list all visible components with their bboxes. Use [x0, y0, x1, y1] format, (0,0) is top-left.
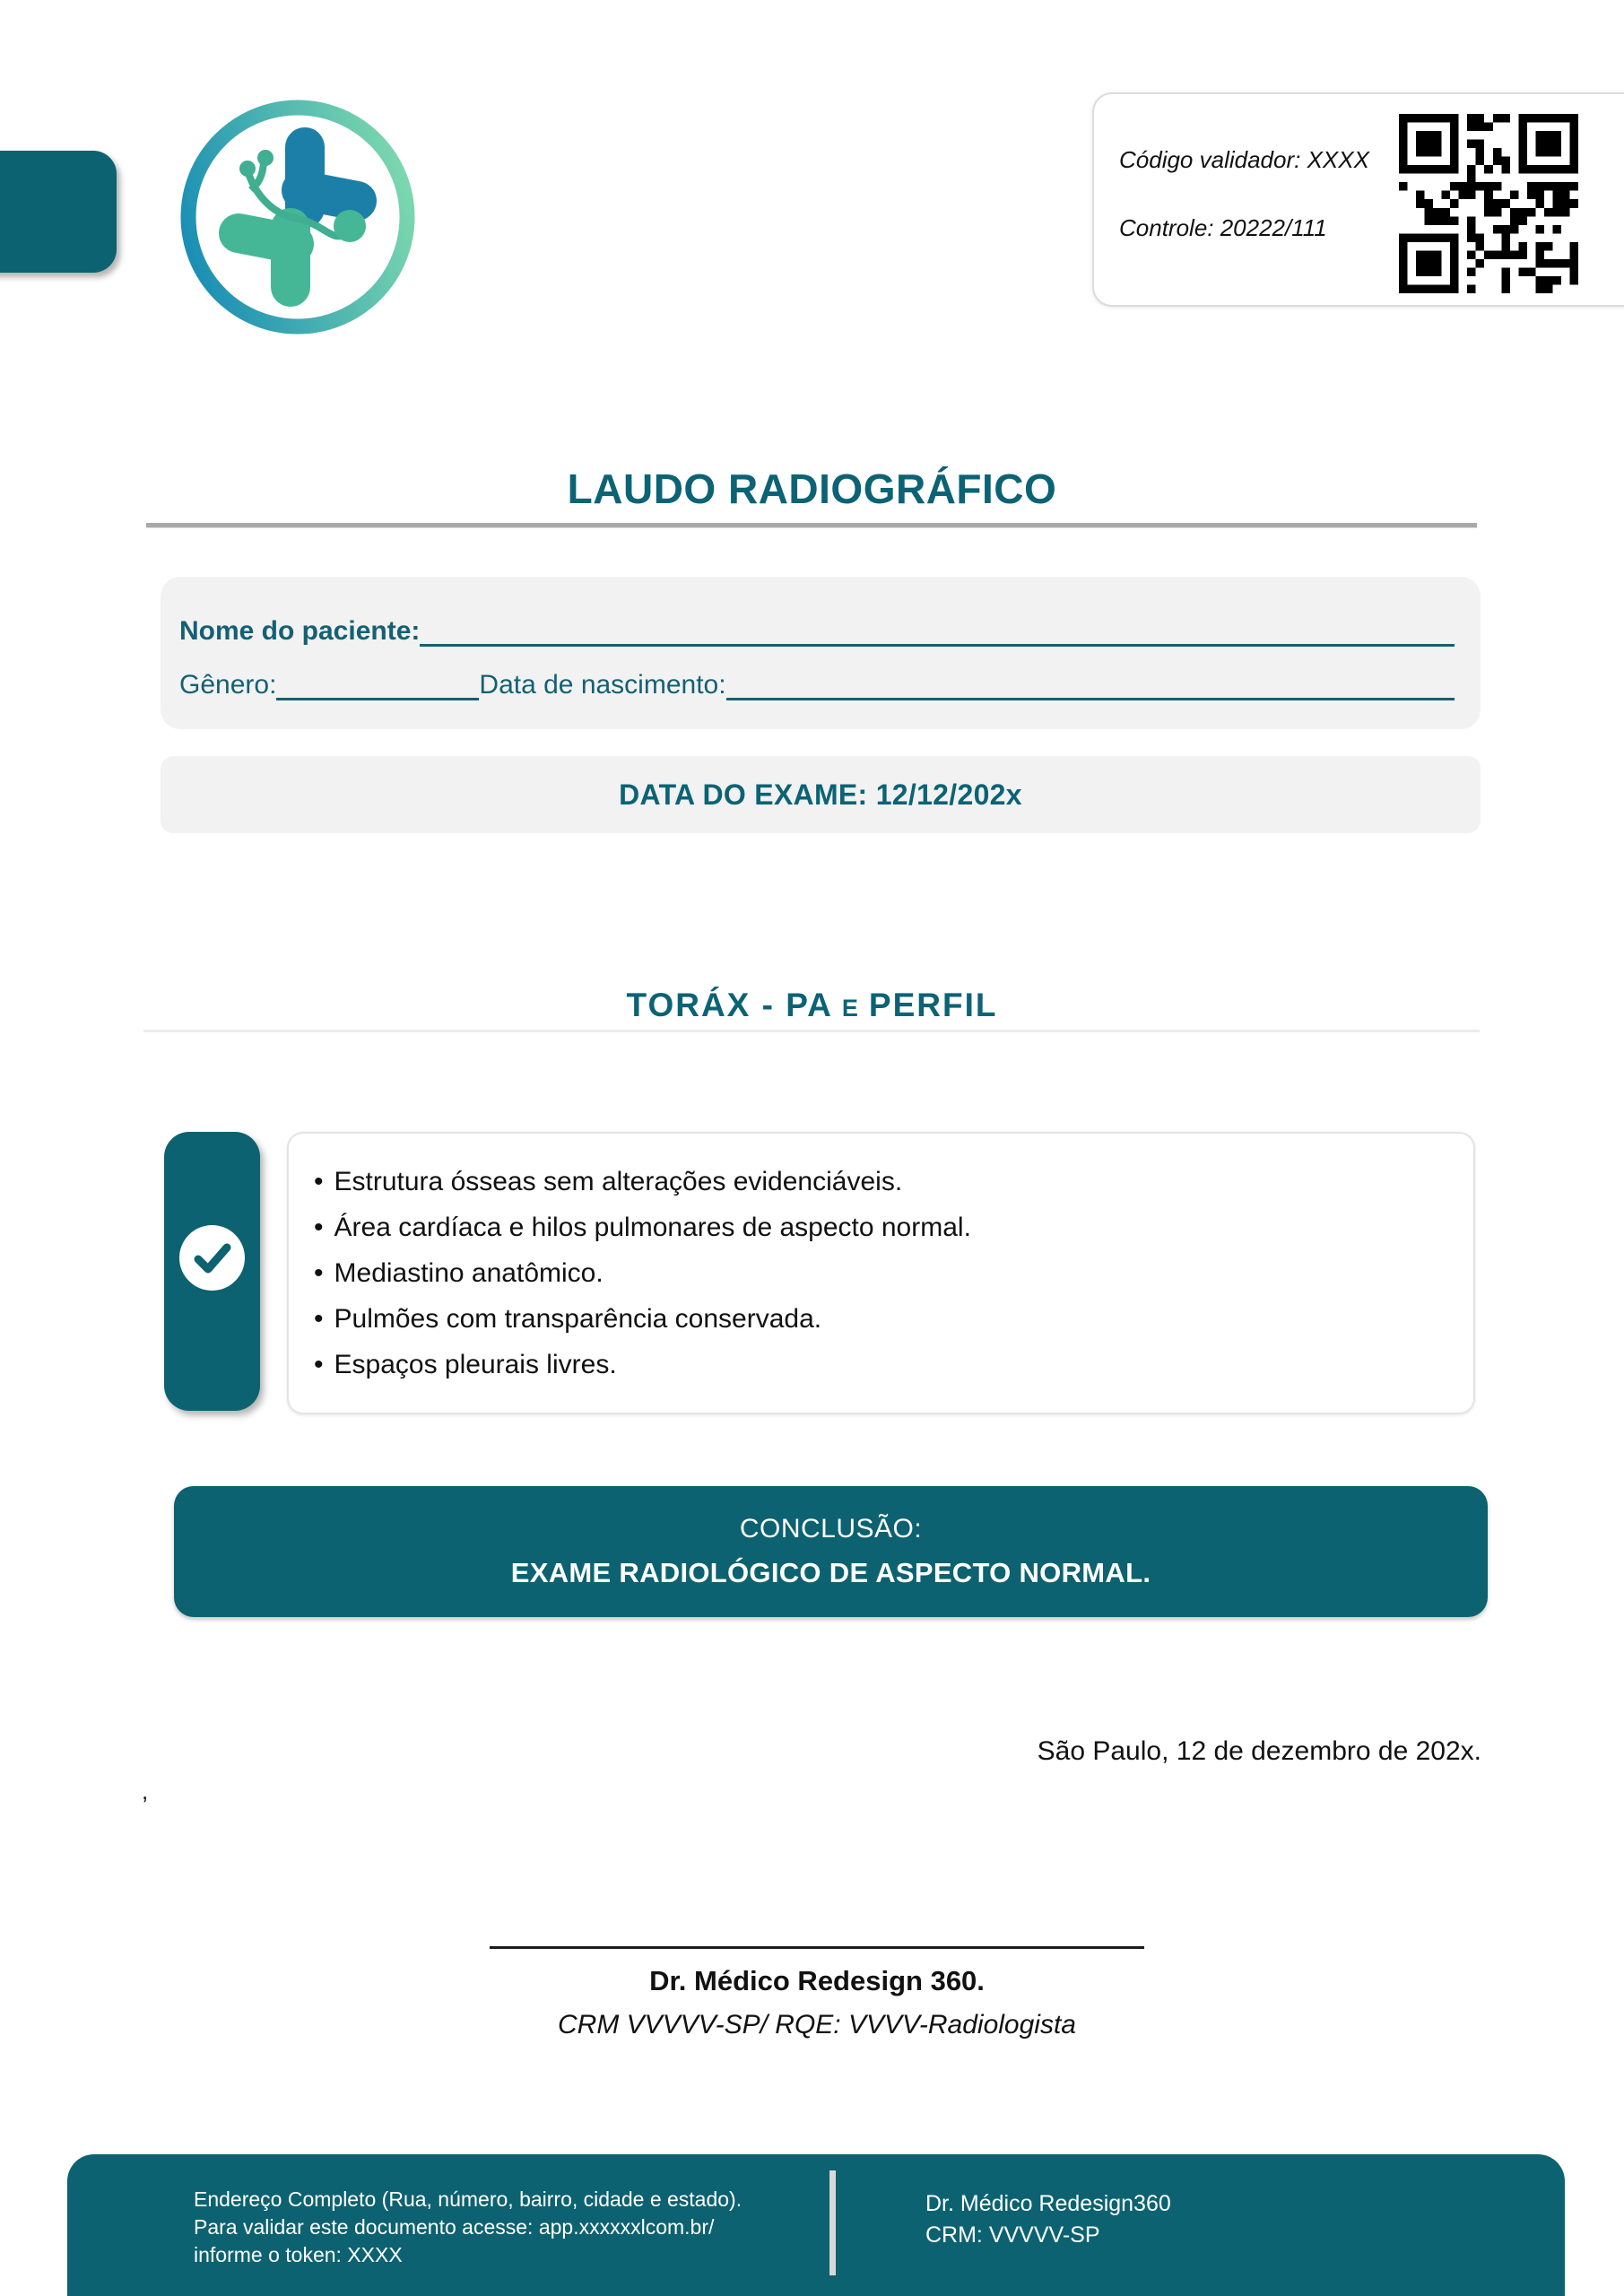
clinic-logo-icon [170, 91, 425, 344]
validator-code-line: Código validador: XXXX [1119, 146, 1369, 173]
footer-bar [67, 2154, 1565, 2296]
exam-date-text: DATA DO EXAME: 12/12/202x [619, 778, 1022, 811]
doctor-credentials: CRM VVVVV-SP/ RQE: VVVV-Radiologista [558, 2010, 1076, 2039]
signature-line [490, 1946, 1144, 1949]
validator-panel [1092, 92, 1624, 307]
validator-text [1119, 94, 1388, 305]
page-title: LAUDO RADIOGRÁFICO [567, 465, 1057, 512]
findings-list [289, 1134, 1473, 1387]
conclusion-box [174, 1486, 1488, 1617]
patient-name-blank-line [420, 617, 1455, 647]
checkmark-pill [164, 1132, 260, 1411]
section-heading-post: PERFIL [868, 987, 998, 1023]
check-icon [179, 1225, 245, 1291]
finding-item: • Pulmões com transparência conservada. [314, 1296, 1455, 1342]
conclusion-text: EXAME RADIOLÓGICO DE ASPECTO NORMAL. [510, 1557, 1151, 1588]
finding-item: • Área cardíaca e hilos pulmonares de aspecto normal. [314, 1205, 1455, 1250]
birthdate-label: Data de nascimento: [479, 670, 726, 700]
footer-divider [829, 2170, 836, 2275]
section-heading-pre: TORÁX - PA [626, 987, 833, 1023]
side-accent-tab [0, 151, 117, 273]
patient-name-label: Nome do paciente: [179, 616, 421, 646]
birthdate-blank-line [726, 671, 1455, 700]
footer-token-line: informe o token: XXXX [194, 2243, 403, 2266]
findings-box [287, 1132, 1475, 1414]
patient-info-box [161, 577, 1481, 729]
finding-item: • Estrutura ósseas sem alterações evidenciáveis. [314, 1159, 1455, 1205]
section-heading [0, 987, 1624, 1024]
signature-block [490, 1946, 1144, 2040]
exam-date-box [161, 756, 1481, 833]
conclusion-label: CONCLUSÃO: [739, 1514, 923, 1544]
patient-name-row [179, 614, 1455, 647]
footer-address-block [194, 2186, 742, 2269]
footer-doctor-block [925, 2188, 1171, 2251]
footer-doctor-crm: CRM: VVVVV-SP [925, 2222, 1100, 2248]
footer-validate-line: Para validar este documento acesse: app.xxxxxxlcom.br/ [194, 2215, 715, 2239]
validator-control-line: Controle: 20222/111 [1119, 214, 1327, 241]
city-date-line: São Paulo, 12 de dezembro de 202x. [1037, 1736, 1481, 1766]
gender-label: Gênero: [179, 670, 277, 700]
finding-item: • Espaços pleurais livres. [314, 1342, 1455, 1387]
footer-doctor-name: Dr. Médico Redesign360 [925, 2191, 1171, 2216]
section-divider [143, 1030, 1480, 1032]
title-divider [146, 523, 1477, 528]
stray-comma-mark: , [142, 1778, 149, 1805]
footer-address-line: Endereço Completo (Rua, número, bairro, cidade e estado). [194, 2187, 743, 2211]
qr-code [1399, 114, 1578, 293]
patient-details-row [179, 668, 1455, 700]
doctor-name: Dr. Médico Redesign 360. [649, 1965, 985, 1996]
section-heading-small-e: E [841, 995, 860, 1022]
gender-blank-line [276, 671, 479, 700]
finding-item: • Mediastino anatômico. [314, 1250, 1455, 1296]
